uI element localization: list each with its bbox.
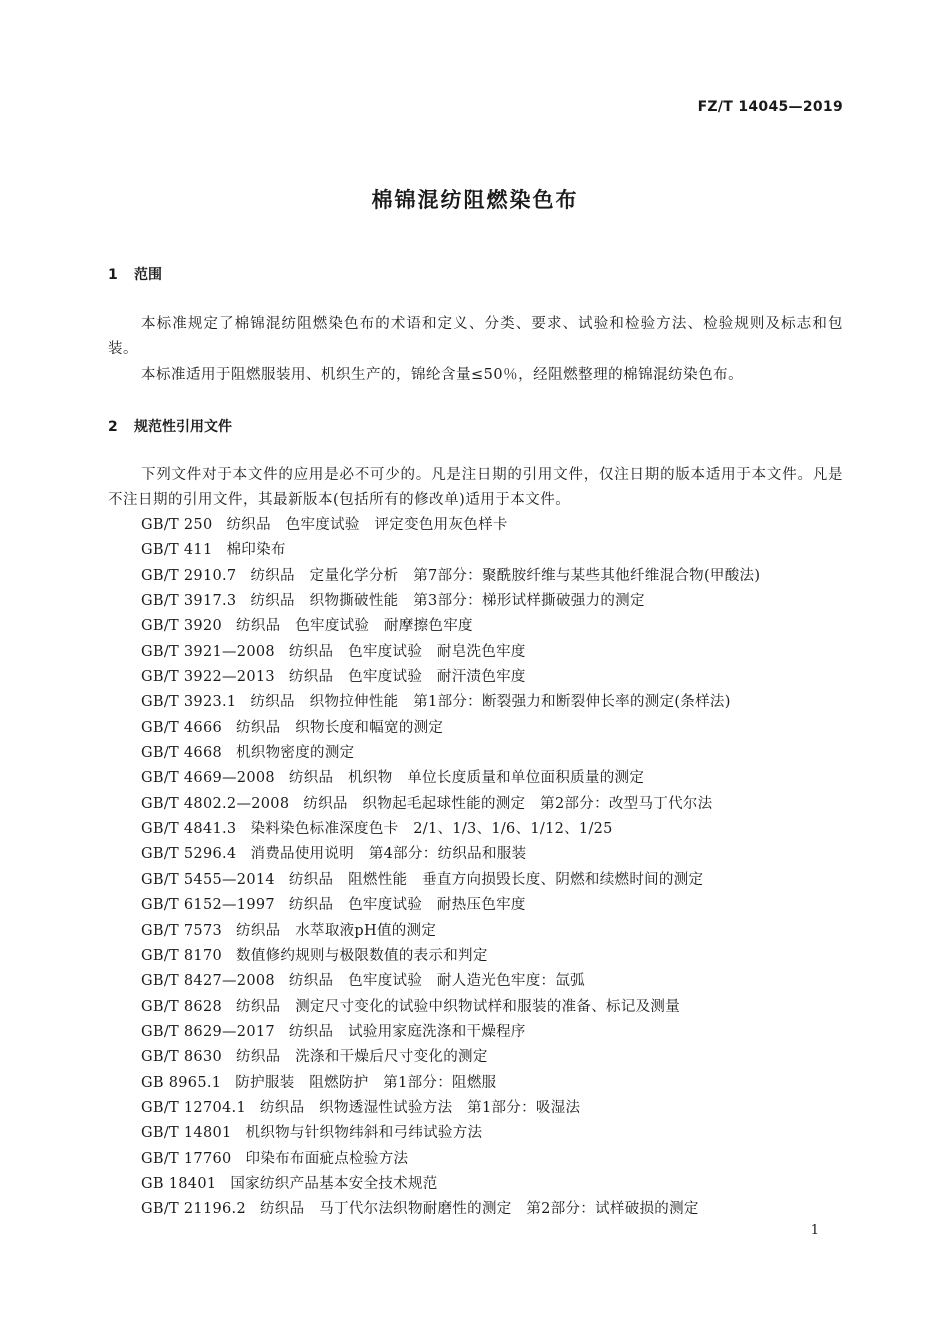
section-number: 2 [108, 419, 118, 435]
section-2-heading [108, 416, 232, 436]
reference-code: GB/T 3920 [141, 618, 223, 635]
reference-title: 消费品使用说明 第4部分：纺织品和服装 [250, 846, 527, 863]
reference-item [141, 817, 760, 842]
reference-title: 纺织品 织物透湿性试验方法 第1部分：吸湿法 [259, 1099, 581, 1116]
reference-item [141, 1020, 760, 1045]
reference-item [141, 792, 760, 817]
reference-title: 纺织品 定量化学分析 第7部分：聚酰胺纤维与某些其他纤维混合物(甲酸法) [250, 567, 761, 584]
reference-item [141, 564, 760, 589]
reference-code: GB/T 4666 [141, 719, 223, 736]
reference-item [141, 1121, 760, 1146]
reference-title: 印染布布面疵点检验方法 [245, 1150, 409, 1167]
reference-title: 纺织品 测定尺寸变化的试验中织物试样和服装的准备、标记及测量 [236, 998, 681, 1015]
reference-item [141, 1172, 760, 1197]
reference-item [141, 995, 760, 1020]
reference-code: GB/T 4841.3 [141, 821, 237, 838]
reference-item [141, 868, 760, 893]
reference-title: 防护服装 阻燃防护 第1部分：阻燃服 [235, 1074, 497, 1091]
page-number: 1 [810, 1223, 819, 1238]
reference-title: 纺织品 阻燃性能 垂直方向损毁长度、阴燃和续燃时间的测定 [288, 871, 704, 888]
reference-item [141, 1147, 760, 1172]
reference-item [141, 716, 760, 741]
reference-item [141, 538, 760, 563]
reference-title: 纺织品 试验用家庭洗涤和干燥程序 [288, 1023, 526, 1040]
reference-code: GB/T 8630 [141, 1049, 223, 1066]
reference-item [141, 766, 760, 791]
reference-code: GB/T 2910.7 [141, 567, 237, 584]
reference-item [141, 589, 760, 614]
reference-code: GB/T 3923.1 [141, 694, 237, 711]
reference-item [141, 944, 760, 969]
reference-code: GB/T 12704.1 [141, 1099, 246, 1116]
reference-code: GB/T 3917.3 [141, 593, 237, 610]
reference-title: 纺织品 色牢度试验 耐汗渍色牢度 [288, 669, 526, 686]
reference-item [141, 1045, 760, 1070]
scope-paragraph-1: 本标准规定了棉锦混纺阻燃染色布的术语和定义、分类、要求、试验和检验方法、检验规则及标志和包装。 [108, 316, 843, 357]
reference-item [141, 614, 760, 639]
reference-code: GB/T 7573 [141, 922, 223, 939]
reference-title: 纺织品 机织物 单位长度质量和单位面积质量的测定 [288, 770, 645, 787]
reference-title: 纺织品 洗涤和干燥后尺寸变化的测定 [236, 1049, 488, 1066]
reference-item [141, 690, 760, 715]
reference-title: 纺织品 织物拉伸性能 第1部分：断裂强力和断裂伸长率的测定(条样法) [250, 694, 731, 711]
reference-code: GB/T 14801 [141, 1125, 232, 1142]
reference-code: GB/T 250 [141, 517, 213, 533]
reference-code: GB/T 8427—2008 [141, 973, 275, 990]
reference-title: 纺织品 色牢度试验 耐人造光色牢度：氙弧 [288, 973, 585, 990]
reference-item [141, 1096, 760, 1121]
section-title: 规范性引用文件 [134, 419, 232, 435]
reference-code: GB/T 3921—2008 [141, 643, 275, 660]
reference-title: 纺织品 色牢度试验 耐皂洗色牢度 [288, 643, 526, 660]
reference-code: GB/T 6152—1997 [141, 897, 275, 914]
reference-title: 纺织品 色牢度试验 耐热压色牢度 [288, 897, 526, 914]
reference-title: 数值修约规则与极限数值的表示和判定 [236, 947, 488, 964]
scope-paragraph-2: 本标准适用于阻燃服装用、机织生产的，锦纶含量≤50％，经阻燃整理的棉锦混纺染色布。 [141, 367, 744, 383]
reference-item [141, 665, 760, 690]
document-title: 棉锦混纺阻燃染色布 [371, 188, 579, 212]
reference-code: GB 18401 [141, 1175, 217, 1192]
reference-code: GB/T 5296.4 [141, 846, 237, 863]
reference-item [141, 893, 760, 918]
reference-title: 纺织品 织物撕破性能 第3部分：梯形试样撕破强力的测定 [250, 593, 645, 610]
reference-code: GB/T 17760 [141, 1150, 232, 1167]
reference-code: GB/T 8628 [141, 998, 223, 1015]
reference-title: 棉印染布 [226, 542, 286, 559]
reference-code: GB/T 8170 [141, 947, 223, 964]
reference-title: 机织物与针织物纬斜和弓纬试验方法 [245, 1125, 483, 1142]
section-title: 范围 [134, 267, 162, 283]
reference-title: 纺织品 织物长度和幅宽的测定 [236, 719, 444, 736]
reference-code: GB 8965.1 [141, 1074, 222, 1091]
reference-title: 机织物密度的测定 [236, 745, 355, 762]
reference-code: GB/T 411 [141, 542, 213, 559]
reference-title: 国家纺织产品基本安全技术规范 [230, 1175, 438, 1192]
reference-item [141, 919, 760, 944]
reference-code: GB/T 4669—2008 [141, 770, 275, 787]
reference-code: GB/T 4802.2—2008 [141, 795, 290, 812]
reference-title: 纺织品 色牢度试验 耐摩擦色牢度 [236, 618, 473, 635]
reference-item [141, 842, 760, 867]
reference-code: GB/T 4668 [141, 745, 223, 762]
reference-item [141, 1071, 760, 1096]
reference-code: GB/T 3922—2013 [141, 669, 275, 686]
reference-title: 纺织品 水萃取液pH值的测定 [236, 922, 437, 939]
reference-title: 纺织品 织物起毛起球性能的测定 第2部分：改型马丁代尔法 [303, 795, 713, 812]
references-intro-paragraph: 下列文件对于本文件的应用是必不可少的。凡是注日期的引用文件，仅注日期的版本适用于本文件。凡是不注日期的引用文件，其最新版本(包括所有的修改单)适用于本文件。 [108, 467, 843, 508]
reference-code: GB/T 21196.2 [141, 1201, 246, 1218]
reference-title: 纺织品 色牢度试验 评定变色用灰色样卡 [226, 517, 508, 533]
reference-item [141, 741, 760, 766]
section-1-heading [108, 264, 162, 284]
section-number: 1 [108, 267, 118, 283]
normative-references-list [141, 513, 760, 1223]
reference-code: GB/T 5455—2014 [141, 871, 275, 888]
reference-item [141, 1197, 760, 1222]
standard-code: FZ/T 14045—2019 [697, 99, 843, 115]
reference-item [141, 969, 760, 994]
reference-item [141, 513, 760, 538]
reference-item [141, 640, 760, 665]
reference-title: 纺织品 马丁代尔法织物耐磨性的测定 第2部分：试样破损的测定 [259, 1201, 699, 1218]
reference-title: 染料染色标准深度色卡 2/1、1/3、1/6、1/12、1/25 [250, 821, 613, 838]
reference-code: GB/T 8629—2017 [141, 1023, 275, 1040]
